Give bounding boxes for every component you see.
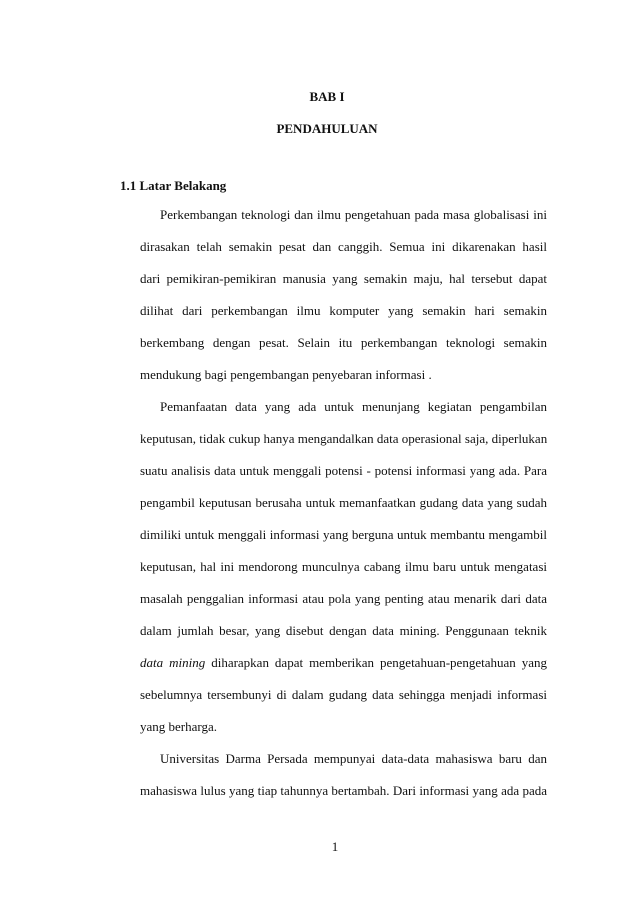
- paragraph-2-line-5: dimiliki untuk menggali informasi yang berguna untuk membantu mengambil: [140, 527, 547, 542]
- page-number: 1: [331, 839, 339, 854]
- paragraph-2-line-7: masalah penggalian informasi atau pola yang penting atau menarik dari data: [140, 591, 547, 606]
- chapter-number: BAB I: [309, 89, 345, 104]
- paragraph-2-line-11: yang berharga.: [140, 719, 218, 734]
- paragraph-1-line-6: mendukung bagi pengembangan penyebaran informasi .: [140, 367, 432, 382]
- chapter-title: PENDAHULUAN: [276, 121, 378, 136]
- paragraph-1-line-3: dari pemikiran-pemikiran manusia yang semakin maju, hal tersebut dapat: [140, 271, 547, 286]
- paragraph-1-line-2: dirasakan telah semakin pesat dan canggih. Semua ini dikarenakan hasil: [140, 239, 547, 254]
- paragraph-2-line-9-text: diharapkan dapat memberikan pengetahuan-pengetahuan yang: [211, 655, 547, 670]
- paragraph-2-line-1: Pemanfaatan data yang ada untuk menunjang kegiatan pengambilan: [160, 399, 547, 414]
- italic-term: data mining: [140, 655, 206, 670]
- paragraph-3-line-2: mahasiswa lulus yang tiap tahunnya bertambah. Dari informasi yang ada pada: [140, 783, 547, 798]
- paragraph-2-line-3: suatu analisis data untuk menggali potensi - potensi informasi yang ada. Para: [140, 463, 547, 478]
- paragraph-2-line-9: [140, 654, 547, 672]
- paragraph-2-line-8: dalam jumlah besar, yang disebut dengan data mining. Penggunaan teknik: [140, 623, 547, 638]
- section-heading: 1.1 Latar Belakang: [120, 178, 227, 193]
- paragraph-2-line-2: keputusan, tidak cukup hanya mengandalkan data operasional saja, diperlukan: [140, 431, 548, 446]
- paragraph-2-line-10: sebelumnya tersembunyi di dalam gudang data sehingga menjadi informasi: [140, 687, 547, 702]
- paragraph-1-line-4: dilihat dari perkembangan ilmu komputer yang semakin hari semakin: [140, 303, 547, 318]
- paragraph-1-line-5: berkembang dengan pesat. Selain itu perkembangan teknologi semakin: [140, 335, 547, 350]
- paragraph-2-line-4: pengambil keputusan berusaha untuk memanfaatkan gudang data yang sudah: [140, 495, 547, 510]
- paragraph-1-line-1: Perkembangan teknologi dan ilmu pengetahuan pada masa globalisasi ini: [160, 207, 547, 222]
- paragraph-2-line-6: keputusan, hal ini mendorong munculnya cabang ilmu baru untuk mengatasi: [140, 559, 547, 574]
- paragraph-3-line-1: Universitas Darma Persada mempunyai data-data mahasiswa baru dan: [160, 751, 547, 766]
